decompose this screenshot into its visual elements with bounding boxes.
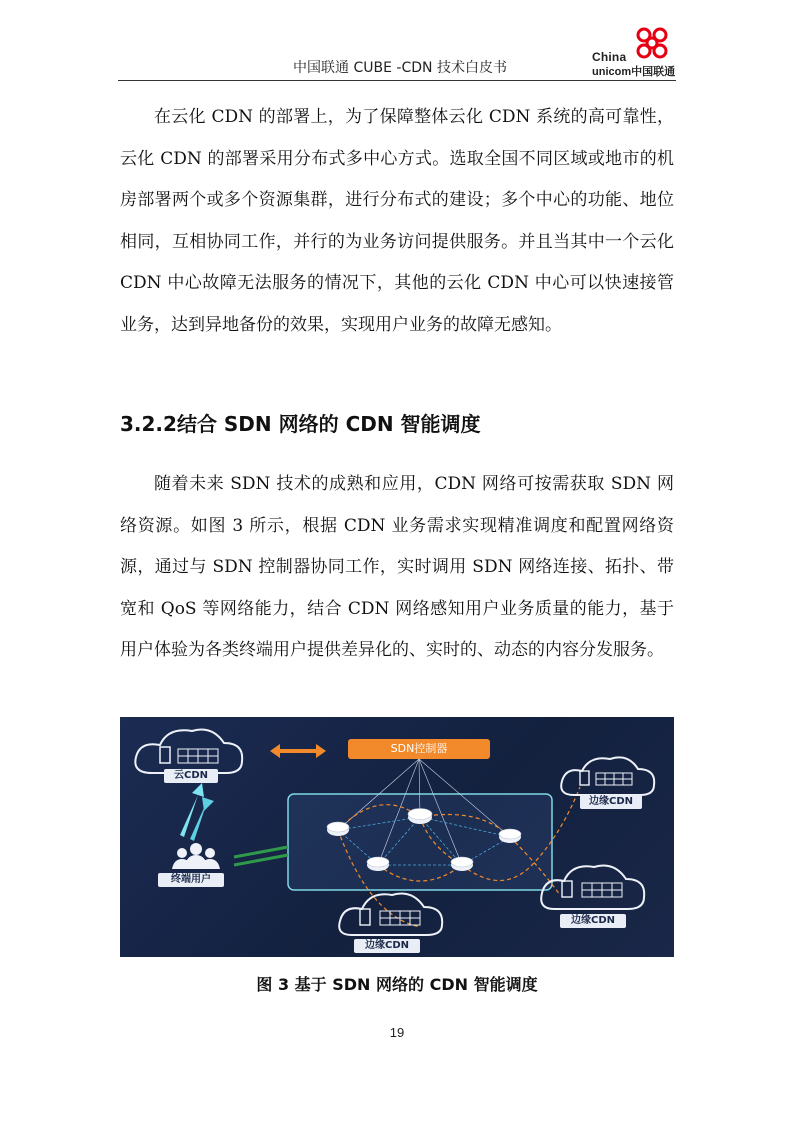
logo-text-china: China — [592, 50, 627, 64]
unicom-knot-icon — [628, 26, 676, 62]
cdn-user-arrows — [180, 783, 214, 841]
header-title: 中国联通 CUBE -CDN 技术白皮书 — [293, 60, 507, 76]
end-users-label: 终端用户 — [158, 873, 224, 887]
figure-caption: 图 3 基于 SDN 网络的 CDN 智能调度 — [256, 975, 538, 994]
edge-cdn-icon-1 — [561, 757, 654, 795]
cloud-cdn-icon — [135, 730, 242, 774]
edge-cdn-icon-2 — [541, 866, 644, 910]
edge-cdn-icon-3 — [339, 894, 442, 936]
edge-cdn-label-1: 边缘CDN — [580, 795, 642, 809]
sdn-controller-label: SDN控制器 — [348, 739, 490, 759]
section-heading: 3.2.2结合 SDN 网络的 CDN 智能调度 — [120, 412, 481, 436]
router-node-5 — [451, 857, 473, 871]
china-unicom-logo — [592, 26, 680, 78]
cloud-cdn-label: 云CDN — [164, 769, 218, 783]
controller-cdn-arrow — [270, 744, 326, 758]
router-node-3 — [499, 829, 521, 843]
paragraph-cloud-cdn-deployment: 在云化 CDN 的部署上，为了保障整体云化 CDN 系统的高可靠性，云化 CDN 的部署采用分布式多中心方式。选取全国不同区域或地市的机房部署两个或多个资源集群，进行分布式的建设；多个中心的功能、地位相同，互相协同工作，并行的为业务访问提供服务。并且当其中一个云化 CDN 中心故障无法服务的情况下，其他的云化 CDN 中心可以快速接管业务，达到异地备份的效果，实现用户业务的故障无感知。 — [120, 107, 674, 335]
router-node-4 — [367, 857, 389, 871]
logo-text-unicom: unicom中国联通 — [592, 66, 676, 78]
edge-cdn-label-2: 边缘CDN — [560, 914, 626, 928]
router-node-2 — [408, 809, 432, 825]
sdn-cdn-diagram — [120, 717, 674, 957]
header-divider — [118, 80, 676, 81]
end-users-icon — [172, 843, 220, 869]
page-number: 19 — [389, 1025, 405, 1040]
paragraph-sdn-scheduling: 随着未来 SDN 技术的成熟和应用，CDN 网络可按需获取 SDN 网络资源。如图 3 所示，根据 CDN 业务需求实现精准调度和配置网络资源，通过与 SDN 控制器协同工作，实时调用 SDN 网络连接、拓扑、带宽和 QoS 等网络能力，结合 CDN 网络感知用户业务质量的能力，基于用户体验为各类终端用户提供差异化的、实时的、动态的内容分发服务。 — [120, 474, 674, 660]
edge-cdn-label-3: 边缘CDN — [354, 939, 420, 953]
router-node-1 — [327, 822, 349, 836]
access-links — [234, 847, 288, 865]
